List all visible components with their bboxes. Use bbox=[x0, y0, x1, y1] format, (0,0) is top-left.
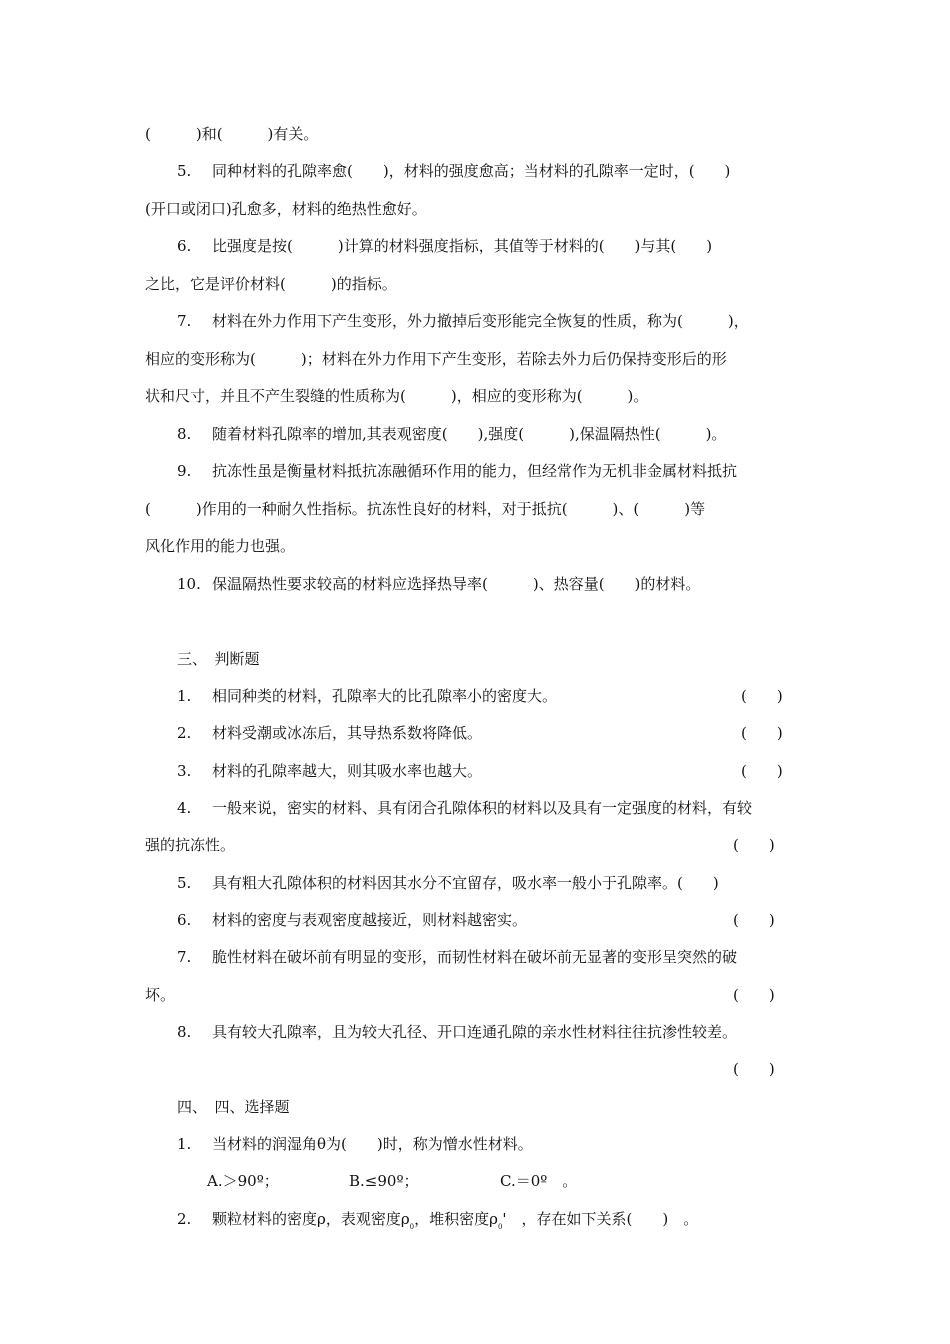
s4-q2-subscript-2: 0 bbox=[497, 1223, 503, 1231]
q7-text-a: 材料在外力作用下产生变形，外力撤掉后变形能完全恢复的性质，称为( )， bbox=[212, 312, 749, 330]
s3-item-8 bbox=[177, 1022, 737, 1042]
q6-line1 bbox=[177, 236, 712, 256]
s4-q1-number: 1. bbox=[177, 1135, 192, 1153]
s3-item-2 bbox=[177, 723, 482, 743]
q5-text-a: 同种材料的孔隙率愈( )，材料的强度愈高；当材料的孔隙率一定时，( ) bbox=[212, 162, 731, 180]
s3-item-number: 4. bbox=[177, 799, 192, 817]
q9-line1 bbox=[177, 461, 737, 481]
q4-continuation: ( )和( )有关。 bbox=[145, 125, 319, 143]
s3-item-7 bbox=[177, 947, 737, 967]
q7-text-b: 相应的变形称为( )；材料在外力作用下产生变形，若除去外力后仍保持变形后的形 bbox=[145, 350, 727, 368]
s4-q2-text-post: ' ，存在如下关系( ) 。 bbox=[502, 1210, 699, 1228]
s3-item-text: 材料受潮或冰冻后，其导热系数将降低。 bbox=[212, 724, 483, 742]
q9-text-a: 抗冻性虽是衡量材料抵抗冻融循环作用的能力，但经常作为无机非金属材料抵抗 bbox=[212, 462, 738, 480]
q5-number: 5. bbox=[177, 162, 192, 180]
s3-item-2-mark: ( ) bbox=[741, 724, 783, 742]
q6-text-b: 之比，它是评价材料( )的指标。 bbox=[145, 275, 397, 293]
q10-line bbox=[177, 574, 700, 594]
s3-item-number: 2. bbox=[177, 724, 192, 742]
s3-item-4-mark: ( ) bbox=[733, 836, 775, 854]
q7-text-c: 状和尺寸，并且不产生裂缝的性质称为( )，相应的变形称为( )。 bbox=[145, 387, 649, 405]
s3-item-7-mark: ( ) bbox=[733, 986, 775, 1004]
s3-item-number: 7. bbox=[177, 948, 192, 966]
s4-q1-text: 当材料的润湿角θ为( )时，称为憎水性材料。 bbox=[212, 1135, 533, 1153]
section4-title: 四、 四、选择题 bbox=[177, 1098, 290, 1116]
q10-number: 10. bbox=[177, 575, 201, 593]
q8-number: 8. bbox=[177, 425, 192, 443]
q10-text: 保温隔热性要求较高的材料应选择热导率( )、热容量( )的材料。 bbox=[212, 575, 701, 593]
s4-q1-option-a: A.＞90º； bbox=[207, 1172, 279, 1190]
s3-item-text: 相同种类的材料，孔隙率大的比孔隙率小的密度大。 bbox=[212, 687, 558, 705]
s3-item-number: 3. bbox=[177, 762, 192, 780]
s3-item-4 bbox=[177, 798, 752, 818]
s3-item-3-mark: ( ) bbox=[741, 762, 783, 780]
q7-number: 7. bbox=[177, 312, 192, 330]
q5-line1 bbox=[177, 161, 730, 181]
q6-number: 6. bbox=[177, 237, 192, 255]
s3-item-5 bbox=[177, 873, 719, 893]
s3-item-1 bbox=[177, 686, 557, 706]
s3-item-number: 6. bbox=[177, 911, 192, 929]
s3-item-7-cont: 坏。 bbox=[145, 986, 176, 1004]
section3-title: 三、 判断题 bbox=[177, 650, 260, 668]
q8-text: 随着材料孔隙率的增加,其表观密度( ),强度( ),保温隔热性( )。 bbox=[212, 425, 727, 443]
s3-item-1-mark: ( ) bbox=[741, 687, 783, 705]
s4-q1-option-b: B.≤90º； bbox=[349, 1172, 419, 1190]
s3-item-6 bbox=[177, 910, 527, 930]
s3-item-3 bbox=[177, 761, 482, 781]
s3-item-number: 5. bbox=[177, 874, 192, 892]
q9-text-b: ( )作用的一种耐久性指标。抗冻性良好的材料，对于抵抗( )、( )等 bbox=[145, 500, 706, 518]
q9-text-c: 风化作用的能力也强。 bbox=[145, 537, 296, 555]
s3-item-text: 材料的密度与表观密度越接近，则材料越密实。 bbox=[212, 911, 528, 929]
s3-item-text: 材料的孔隙率越大，则其吸水率也越大。 bbox=[212, 762, 483, 780]
q9-number: 9. bbox=[177, 462, 192, 480]
s4-q2-text-mid: ，堆积密度ρ bbox=[414, 1210, 498, 1228]
s3-item-text: 具有较大孔隙率，且为较大孔径、开口连通孔隙的亲水性材料往往抗渗性较差。 bbox=[212, 1023, 738, 1041]
s4-q2-subscript-1: 0 bbox=[409, 1223, 415, 1231]
s3-item-text: 一般来说，密实的材料、具有闭合孔隙体积的材料以及具有一定强度的材料，有较 bbox=[212, 799, 753, 817]
s4-q2-number: 2. bbox=[177, 1210, 192, 1228]
s4-q2 bbox=[177, 1209, 698, 1237]
q6-text-a: 比强度是按( )计算的材料强度指标，其值等于材料的( )与其( ) bbox=[212, 237, 713, 255]
s4-q1-option-c: C.＝0º 。 bbox=[500, 1172, 578, 1190]
s3-item-text: 具有粗大孔隙体积的材料因其水分不宜留存，吸水率一般小于孔隙率。( ) bbox=[212, 874, 719, 892]
q7-line1 bbox=[177, 311, 749, 331]
q8-line bbox=[177, 424, 726, 444]
q5-text-b: (开口或闭口)孔愈多，材料的绝热性愈好。 bbox=[145, 200, 427, 218]
s3-item-number: 1. bbox=[177, 687, 192, 705]
s3-item-8-mark: ( ) bbox=[733, 1060, 775, 1078]
s4-q2-text-pre: 颗粒材料的密度ρ，表观密度ρ bbox=[212, 1210, 410, 1228]
s4-q1 bbox=[177, 1134, 533, 1154]
s3-item-number: 8. bbox=[177, 1023, 192, 1041]
s3-item-text: 脆性材料在破坏前有明显的变形，而韧性材料在破坏前无显著的变形呈突然的破 bbox=[212, 948, 738, 966]
s3-item-4-cont: 强的抗冻性。 bbox=[145, 836, 236, 854]
s3-item-6-mark: ( ) bbox=[733, 911, 775, 929]
